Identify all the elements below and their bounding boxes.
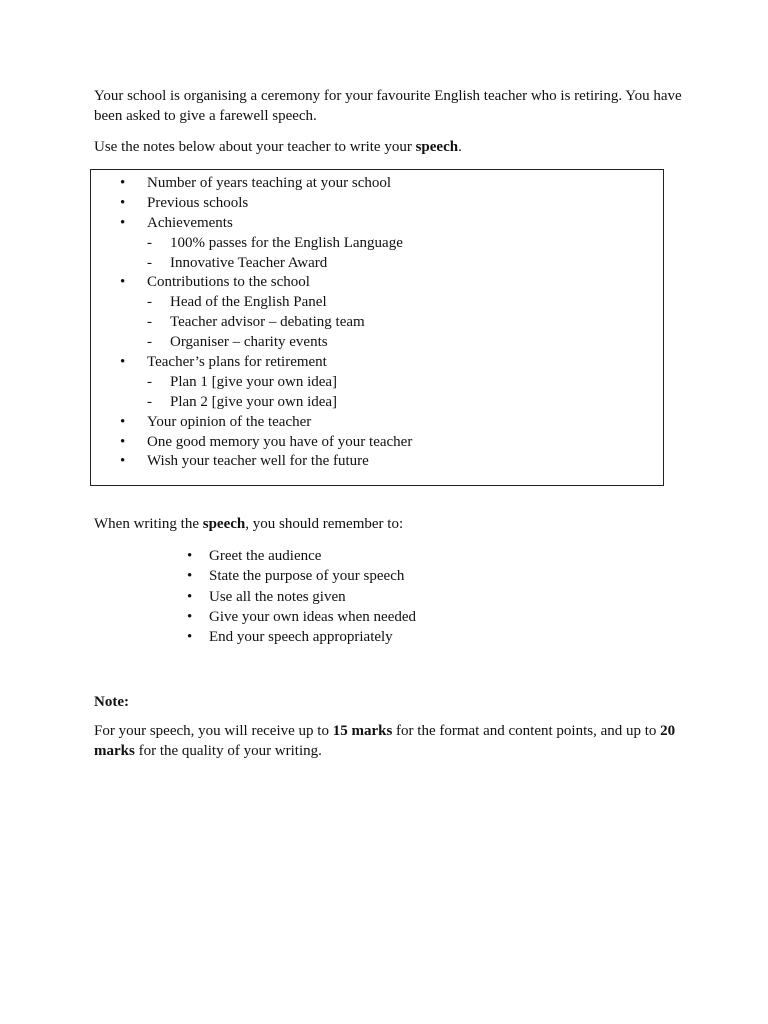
notes-item [91,433,663,453]
notes-item-text: Organiser – charity events [170,334,328,351]
dash-marker: - [147,314,152,331]
notes-item-text: Achievements [147,214,233,231]
reminder-item [180,546,580,566]
reminder-intro [94,514,684,534]
reminder-intro-text: When writing the [94,516,203,532]
marks-text-3: for the quality of your writing. [134,743,322,759]
notes-subitem [91,254,663,274]
bullet-marker: • [187,588,193,605]
notes-item [91,273,663,293]
notes-subitem [91,293,663,313]
notes-item-text: 100% passes for the English Language [170,234,403,251]
bullet-marker: • [120,433,126,450]
bullet-marker: • [120,214,126,231]
notes-item [91,194,663,214]
notes-subitem [91,393,663,413]
notes-subitem [91,333,663,353]
notes-item-text: One good memory you have of your teacher [147,433,413,450]
notes-item [91,452,663,472]
intro-paragraph: Your school is organising a ceremony for your favourite English teacher who is retiring. You have been asked to give a farewell speech. [94,88,682,124]
instruction-end: . [458,139,462,155]
dash-marker: - [147,254,152,271]
notes-item-text: Head of the English Panel [170,294,327,311]
notes-item-text: Plan 1 [give your own idea] [170,373,338,390]
bullet-marker: • [187,548,193,564]
reminder-item [180,566,580,586]
notes-item [91,214,663,234]
instruction-bold-word: speech [415,139,459,155]
bullet-marker: • [120,354,126,371]
bullet-marker: • [187,629,193,645]
bullet-marker: • [187,608,193,625]
dash-marker: - [147,334,152,351]
dash-marker: - [147,373,152,390]
notes-subitem [91,313,663,333]
bullet-marker: • [120,175,126,191]
bullet-marker: • [120,274,126,291]
bullet-marker: • [187,568,193,585]
reminder-intro-bold-word: speech [202,516,246,532]
reminder-item [180,627,580,647]
reminder-item [180,607,580,627]
note-heading: Note: [94,694,129,710]
reminder-item-text: Give your own ideas when needed [209,608,417,625]
notes-item-text: Your opinion of the teacher [147,413,312,430]
instruction-text: Use the notes below about your teacher to write your [94,139,416,155]
marks-paragraph [94,721,684,761]
notes-subitem [91,234,663,254]
dash-marker: - [147,294,152,311]
notes-item [91,353,663,373]
bullet-marker: • [120,194,126,211]
notes-item-text: Number of years teaching at your school [147,175,392,191]
notes-box [90,169,664,486]
notes-list [91,174,663,472]
notes-item-text: Innovative Teacher Award [170,254,328,271]
reminder-intro-end: , you should remember to: [245,516,404,532]
marks-format-bold: 15 marks [332,723,393,739]
notes-subitem [91,373,663,393]
notes-item [91,174,663,194]
reminder-item [180,587,580,607]
reminder-item-text: Greet the audience [209,548,322,564]
marks-quality-bold: 20 marks [94,723,676,759]
dash-marker: - [147,234,152,251]
marks-text-1: For your speech, you will receive up to [94,723,333,739]
notes-item-text: Wish your teacher well for the future [147,453,369,470]
instruction-paragraph [94,137,684,157]
reminder-list [180,546,580,647]
bullet-marker: • [120,453,126,470]
reminder-item-text: Use all the notes given [209,588,346,605]
reminder-item-text: End your speech appropriately [209,629,393,645]
marks-text-2: for the format and content points, and up to [392,723,661,739]
notes-item-text: Plan 2 [give your own idea] [170,393,338,410]
notes-item-text: Contributions to the school [147,274,310,291]
notes-item-text: Previous schools [147,194,249,211]
notes-item-text: Teacher advisor – debating team [170,314,365,331]
bullet-marker: • [120,413,126,430]
notes-item [91,413,663,433]
dash-marker: - [147,393,152,410]
notes-item-text: Teacher’s plans for retirement [147,354,327,371]
reminder-item-text: State the purpose of your speech [209,568,405,585]
